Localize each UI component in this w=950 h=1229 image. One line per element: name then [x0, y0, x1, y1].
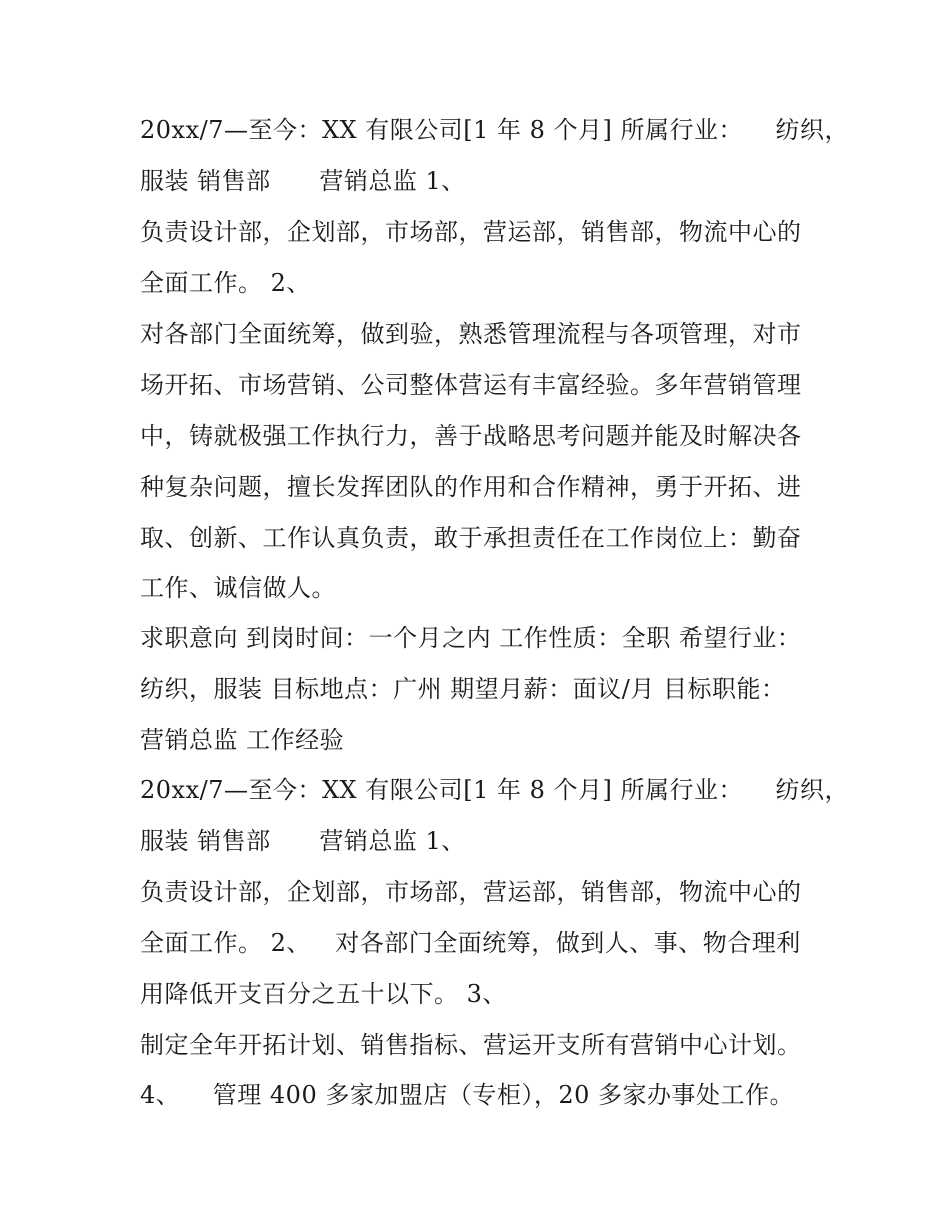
text-line: 全面工作。 2、 对各部门全面统筹，做到人、事、物合理利 — [140, 929, 801, 957]
text-line: 负责设计部，企划部，市场部，营运部，销售部，物流中心的 — [140, 878, 802, 906]
text-line: 场开拓、市场营销、公司整体营运有丰富经验。多年营销管理 — [140, 371, 802, 399]
text-line: 营销总监 工作经验 — [140, 726, 345, 754]
text-line: 工作、诚信做人。 — [140, 574, 336, 602]
text-line: 4、 管理 400 多家加盟店（专柜），20 多家办事处工作。 — [140, 1081, 795, 1109]
text-line: 20xx/7—至今：XX 有限公司[1 年 8 个月] 所属行业： 纺织， — [140, 116, 850, 144]
text-line: 服装 销售部 营销总监 1、 — [140, 827, 466, 855]
text-line: 制定全年开拓计划、销售指标、营运开支所有营销中心计划。 — [140, 1031, 802, 1059]
text-line: 服装 销售部 营销总监 1、 — [140, 167, 466, 195]
text-line: 取、创新、工作认真负责，敢于承担责任在工作岗位上：勤奋 — [140, 524, 802, 552]
text-line: 20xx/7—至今：XX 有限公司[1 年 8 个月] 所属行业： 纺织， — [140, 776, 850, 804]
text-line: 负责设计部，企划部，市场部，营运部，销售部，物流中心的 — [140, 218, 802, 246]
text-line: 对各部门全面统筹，做到验，熟悉管理流程与各项管理，对市 — [140, 320, 802, 348]
text-line: 用降低开支百分之五十以下。 3、 — [140, 980, 507, 1008]
text-line: 中，铸就极强工作执行力，善于战略思考问题并能及时解决各 — [140, 422, 802, 450]
text-line: 求职意向 到岗时间：一个月之内 工作性质：全职 希望行业： — [140, 624, 802, 652]
text-line: 全面工作。 2、 — [140, 269, 311, 297]
text-line: 种复杂问题，擅长发挥团队的作用和合作精神，勇于开拓、进 — [140, 473, 802, 501]
text-line: 纺织，服装 目标地点：广州 期望月薪：面议/月 目标职能： — [140, 675, 786, 703]
